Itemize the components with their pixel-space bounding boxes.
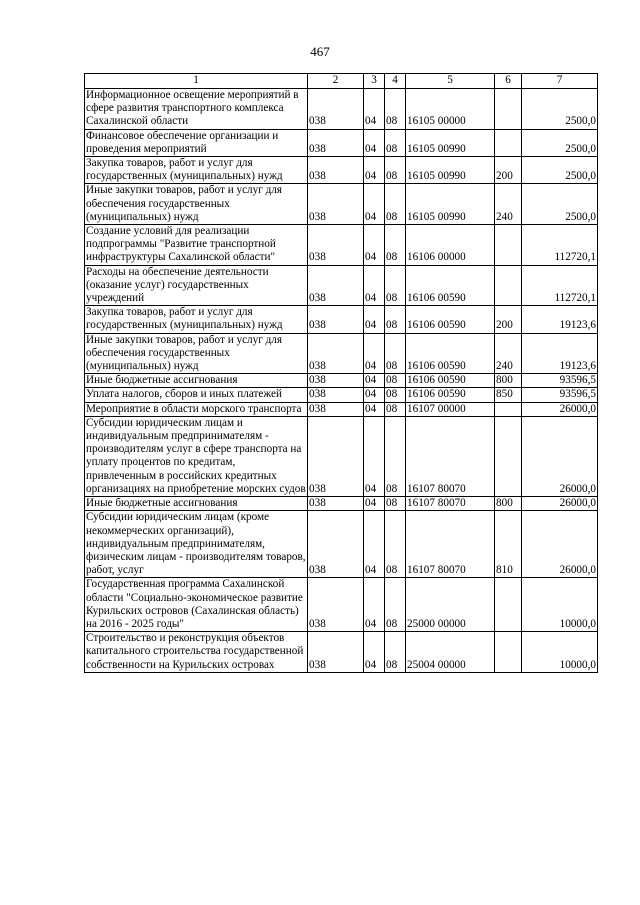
- subsection-code: 08: [385, 333, 406, 374]
- subsection-code: 08: [385, 225, 406, 266]
- section-code: 04: [364, 374, 385, 388]
- section-code: 04: [364, 578, 385, 632]
- ministry-code: 038: [308, 265, 364, 306]
- ministry-code: 038: [308, 225, 364, 266]
- row-name: Расходы на обеспечение деятельности (оказание услуг) государственных учреждений: [85, 265, 308, 306]
- table-row: [85, 511, 598, 578]
- section-code: 04: [364, 265, 385, 306]
- subsection-code: 08: [385, 89, 406, 130]
- amount: 26000,0: [522, 497, 598, 511]
- target-article-code: 16105 00990: [406, 184, 495, 225]
- subsection-code: 08: [385, 388, 406, 402]
- table-row: [85, 333, 598, 374]
- expense-type-code: 800: [495, 497, 522, 511]
- table-row: [85, 578, 598, 632]
- table-row: [85, 402, 598, 416]
- section-code: 04: [364, 157, 385, 184]
- subsection-code: 08: [385, 306, 406, 333]
- amount: 26000,0: [522, 416, 598, 496]
- row-name: Уплата налогов, сборов и иных платежей: [85, 388, 308, 402]
- expense-type-code: [495, 129, 522, 156]
- row-name: Мероприятие в области морского транспорта: [85, 402, 308, 416]
- header-cell: 4: [385, 74, 406, 89]
- target-article-code: 16106 00590: [406, 306, 495, 333]
- amount: 2500,0: [522, 184, 598, 225]
- subsection-code: 08: [385, 402, 406, 416]
- expense-type-code: [495, 632, 522, 673]
- table-row: [85, 129, 598, 156]
- ministry-code: 038: [308, 306, 364, 333]
- header-cell: 7: [522, 74, 598, 89]
- table-row: [85, 184, 598, 225]
- ministry-code: 038: [308, 388, 364, 402]
- expense-type-code: 800: [495, 374, 522, 388]
- ministry-code: 038: [308, 497, 364, 511]
- amount: 10000,0: [522, 578, 598, 632]
- expense-type-code: 200: [495, 306, 522, 333]
- amount: 19123,6: [522, 333, 598, 374]
- expense-type-code: [495, 578, 522, 632]
- row-name: Субсидии юридическим лицам (кроме некоммерческих организаций), индивидуальным предпринимателям, физическим лицам - производителям товаров, работ, услуг: [86, 511, 306, 577]
- section-code: 04: [364, 632, 385, 673]
- table-row: [85, 265, 598, 306]
- row-name: Субсидии юридическим лицам и индивидуальным предпринимателям - производителям услуг в сфере транспорта на уплату процентов по кредитам, привлеченным в российских кредитных организациях на приобретение морских судов: [86, 416, 306, 495]
- target-article-code: 16106 00000: [406, 225, 495, 266]
- subsection-code: 08: [385, 416, 406, 496]
- expense-type-code: [495, 89, 522, 130]
- amount: 112720,1: [522, 225, 598, 266]
- table-row: [85, 632, 598, 673]
- target-article-code: 16107 80070: [406, 497, 495, 511]
- row-name: Финансовое обеспечение организации и проведения мероприятий: [85, 129, 308, 156]
- row-name: Закупка товаров, работ и услуг для государственных (муниципальных) нужд: [85, 157, 308, 184]
- target-article-code: 16107 00000: [406, 402, 495, 416]
- ministry-code: 038: [308, 402, 364, 416]
- target-article-code: 16106 00590: [406, 265, 495, 306]
- ministry-code: 038: [308, 511, 364, 578]
- section-code: 04: [364, 511, 385, 578]
- subsection-code: 08: [385, 632, 406, 673]
- expense-type-code: [495, 416, 522, 496]
- header-cell: 2: [308, 74, 364, 89]
- table-row: [85, 157, 598, 184]
- page-number: 467: [310, 44, 330, 59]
- header-cell: 5: [406, 74, 495, 89]
- row-name: Иные закупки товаров, работ и услуг для обеспечения государственных (муниципальных) нужд: [85, 333, 308, 374]
- subsection-code: 08: [385, 578, 406, 632]
- ministry-code: 038: [308, 89, 364, 130]
- expense-type-code: 200: [495, 157, 522, 184]
- section-code: 04: [364, 402, 385, 416]
- row-name: Строительство и реконструкция объектов капитального строительства государственной собственности на Курильских островах: [85, 632, 308, 673]
- table-row: [85, 388, 598, 402]
- amount: 93596,5: [522, 388, 598, 402]
- target-article-code: 16106 00590: [406, 388, 495, 402]
- budget-table: [84, 73, 598, 673]
- amount: 93596,5: [522, 374, 598, 388]
- table-row: [85, 497, 598, 511]
- expense-type-code: [495, 225, 522, 266]
- section-code: 04: [364, 184, 385, 225]
- ministry-code: 038: [308, 157, 364, 184]
- expense-type-code: 240: [495, 184, 522, 225]
- target-article-code: 16107 80070: [406, 416, 495, 496]
- amount: 2500,0: [522, 89, 598, 130]
- section-code: 04: [364, 497, 385, 511]
- ministry-code: 038: [308, 416, 364, 496]
- target-article-code: 16105 00990: [406, 157, 495, 184]
- expense-type-code: 240: [495, 333, 522, 374]
- target-article-code: 25000 00000: [406, 578, 495, 632]
- target-article-code: 16105 00990: [406, 129, 495, 156]
- amount: 2500,0: [522, 157, 598, 184]
- row-name: Закупка товаров, работ и услуг для государственных (муниципальных) нужд: [85, 306, 308, 333]
- amount: 19123,6: [522, 306, 598, 333]
- row-name: Создание условий для реализации подпрограммы "Развитие транспортной инфраструктуры Сахалинской области": [85, 225, 308, 266]
- target-article-code: 16105 00000: [406, 89, 495, 130]
- target-article-code: 16106 00590: [406, 374, 495, 388]
- row-name: Иные закупки товаров, работ и услуг для обеспечения государственных (муниципальных) нужд: [85, 184, 308, 225]
- section-code: 04: [364, 89, 385, 130]
- ministry-code: 038: [308, 374, 364, 388]
- section-code: 04: [364, 225, 385, 266]
- target-article-code: 16106 00590: [406, 333, 495, 374]
- amount: 26000,0: [522, 511, 598, 578]
- subsection-code: 08: [385, 157, 406, 184]
- table-row: [85, 374, 598, 388]
- target-article-code: 16107 80070: [406, 511, 495, 578]
- table-row: [85, 416, 598, 496]
- subsection-code: 08: [385, 129, 406, 156]
- row-name: Иные бюджетные ассигнования: [85, 497, 308, 511]
- expense-type-code: 810: [495, 511, 522, 578]
- table-row: [85, 225, 598, 266]
- subsection-code: 08: [385, 184, 406, 225]
- ministry-code: 038: [308, 184, 364, 225]
- row-name: Государственная программа Сахалинской области "Социально-экономическое развитие Курильских островов (Сахалинская область) на 2016 - 2025 годы": [85, 578, 308, 632]
- expense-type-code: [495, 265, 522, 306]
- row-name: Иные бюджетные ассигнования: [85, 374, 308, 388]
- table-header-row: [85, 74, 598, 89]
- subsection-code: 08: [385, 511, 406, 578]
- section-code: 04: [364, 416, 385, 496]
- section-code: 04: [364, 306, 385, 333]
- ministry-code: 038: [308, 632, 364, 673]
- amount: 10000,0: [522, 632, 598, 673]
- row-name: Информационное освещение мероприятий в сфере развития транспортного комплекса Сахалинской области: [85, 89, 308, 130]
- table-row: [85, 306, 598, 333]
- header-cell: 6: [495, 74, 522, 89]
- ministry-code: 038: [308, 333, 364, 374]
- subsection-code: 08: [385, 265, 406, 306]
- subsection-code: 08: [385, 497, 406, 511]
- header-cell: 3: [364, 74, 385, 89]
- section-code: 04: [364, 129, 385, 156]
- table-row: [85, 89, 598, 130]
- expense-type-code: 850: [495, 388, 522, 402]
- amount: 26000,0: [522, 402, 598, 416]
- subsection-code: 08: [385, 374, 406, 388]
- section-code: 04: [364, 333, 385, 374]
- section-code: 04: [364, 388, 385, 402]
- ministry-code: 038: [308, 578, 364, 632]
- header-cell: 1: [85, 74, 308, 89]
- amount: 112720,1: [522, 265, 598, 306]
- amount: 2500,0: [522, 129, 598, 156]
- ministry-code: 038: [308, 129, 364, 156]
- expense-type-code: [495, 402, 522, 416]
- target-article-code: 25004 00000: [406, 632, 495, 673]
